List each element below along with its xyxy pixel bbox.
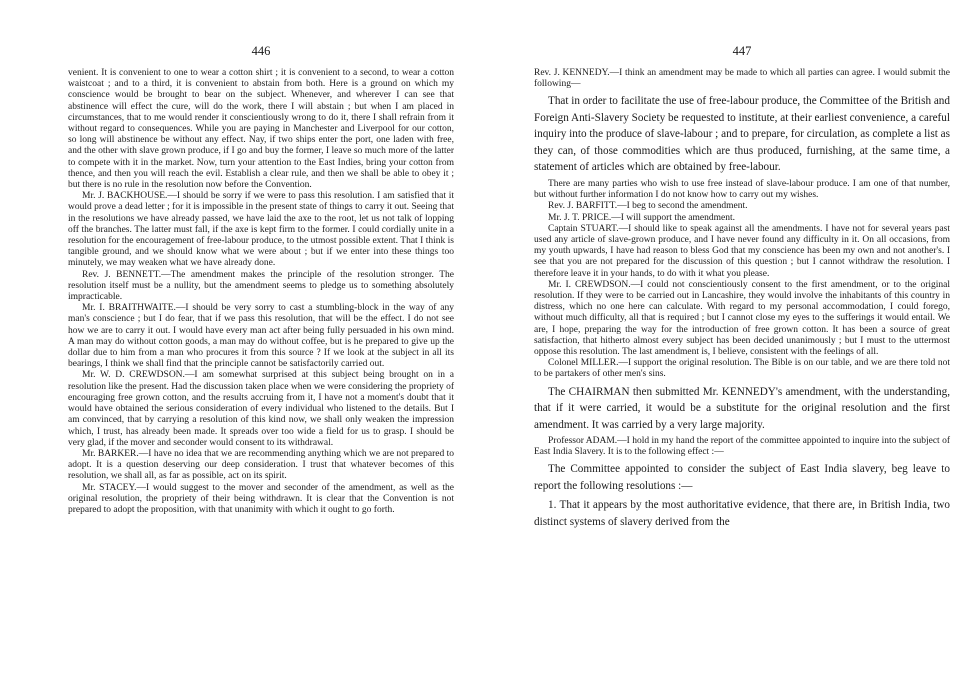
paragraph: Mr. BARKER.—I have no idea that we are recommending anything which we are not prepared to adopt. It is a question deserving our deep consideration. I trust that whatever becomes of this resolution, we shall all, as far as possible, act on its spirit. [68,448,454,482]
left-page-text [68,68,454,516]
quoted-amendment: That in order to facilitate the use of free-labour produce, the Committee of the British and Foreign Anti-Slavery Society be requested to institute, at their earliest convenience, a careful inquiry into the produce of slave-labour ; and to prepare, for circulation, as complete a list as they can, of those commodities which are thus produced, furnishing, at the same time, a statement of articles which are obtained by free-labour. [534,95,950,174]
right-page [490,0,980,692]
paragraph: Rev. J. KENNEDY.—I think an amendment may be made to which all parties can agree. I would submit the following— [534,68,950,90]
paragraph: Mr. J. T. PRICE.—I will support the amendment. [548,212,735,223]
paragraph: Mr. J. BACKHOUSE.—I should be sorry if we were to pass this resolution. I am satisfied that it would prove a dead letter ; for it is impossible in the present state of things to carry it out. Seeing that in the resolutions we have already passed, we have laid the axe to the root, let us not talk of lopping off the branches. The latter must fall, if the axe is kept firm to the former. I could cordially unite in a resolution for the encouragement of free-labour produce, to the utmost possible extent. That I think is tangible ground, and we should know what we were about ; but if we enter into these things too minutely, we may weaken what we have already done. [68,191,454,269]
committee-report: The Committee appointed to consider the subject of East India slavery, beg leave to report the following resolutions :— [534,463,950,492]
paragraph: Colonel MILLER.—I support the original resolution. The Bible is on our table, and we are there told not to be partakers of other men's sins. [534,358,950,380]
paragraph: Mr. I. CREWDSON.—I could not conscientiously consent to the first amendment, or to the original resolution. If they were to be carried out in Lancashire, they would involve the inhabitants of this country in distress, which no one here can calculate. With regard to my personal accommodation, I could forego, without much difficulty, all that is required ; but I cannot close my eyes to the sufferings it would entail. We are, I hope, preparing the way for the introduction of free grown cotton. It has been a source of great satisfaction, that hitherto almost every subject has been decided unanimously ; but I must to the uttermost oppose this resolution. The last amendment is, I believe, consistent with the feelings of all. [534,279,950,357]
page-number-right: 447 [732,44,752,58]
paragraph: Professor ADAM.—I hold in my hand the report of the committee appointed to inquire into the subject of East India Slavery. It is to the following effect :— [534,436,950,458]
paragraph: There are many parties who wish to use free instead of slave-labour produce. I am one of that number, but without further information I do not know how to carry out my wishes. [534,178,950,201]
resolution-1: 1. That it appears by the most authoritative evidence, that there are, in British India, two distinct systems of slavery derived from the [534,499,950,528]
paragraph: Rev. J. BARFITT.—I beg to second the amendment. [548,201,748,212]
paragraph: Rev. J. BENNETT.—The amendment makes the principle of the resolution stronger. The resolution itself must be a nullity, but the amendment seems to pledge us to something absolutely impracticable. [68,269,454,303]
paragraph: Mr. W. D. CREWDSON.—I am somewhat surprised at this subject being brought on in a resolution like the present. Had the discussion taken place when we were considering the propriety of encouraging free grown cotton, and the results accruing from it, I have not a moment's doubt that it would have obtained the serious consideration of every individual who listened to the details. But I am convinced, that by carrying a resolution of this kind now, we shall only weaken the impression which, I trust, has already been made. It spreads over too wide a field for us to grasp. I should be very glad, if the mover and seconder would consent to its withdrawal. [68,370,454,448]
paragraph: Captain STUART.—I should like to speak against all the amendments. I have not for several years past used any article of slave-grown produce, and I have never found any difficulty in it. On all occasions, from my youth upwards, I have had reason to bless God that my conscience has been my own and not another's. I see that you are not prepared for the discussion of this question ; but I cannot withdraw the resolution. I therefore leave it in your hands, to do with it what you please. [534,223,950,279]
paragraph: venient. It is convenient to one to wear a cotton shirt ; it is convenient to a second, to wear a cotton waistcoat ; and to a third, it is convenient to abstain from both. Here is a ground on which my conscience would be brought to bear on the subject. Whenever, and wherever I can see that abstinence will effect the cure, will do the work, there I will abstain ; but when I am placed in circumstances, that to me would render it conscientiously wrong to do it, there I shall refrain from it without regard to consequences. While you are paying in Manchester and Liverpool for our cotton, so long will abstinence be without any effect. Nay, if two ships enter the port, one laden with free, and the other with slave grown produce, if I go and buy the former, I leave so much more of the latter to compete with it in the market. Now, turn your attention to the East Indies, bring your cotton from thence, and then you will reach the evil. Establish a clear rule, and then we shall be able to obey it ; but there is no rule in the resolution now before the Convention. [68,68,454,191]
paragraph: Mr. I. BRAITHWAITE.—I should be very sorry to cast a stumbling-block in the way of any man's conscience ; but I do fear, that if we pass this resolution, that will be the effect. I do not see how we are to carry it out. I would have every man act after being fully persuaded in his own mind. A man may do without cotton goods, a man may do without coffee, but is he prepared to give up the dollar due to him from a man who procures it from this source ? If we look at the subject in all its bearings, I think we shall find that the principle cannot be satisfactorily carried out. [68,303,454,370]
chairman-statement: The CHAIRMAN then submitted Mr. KENNEDY's amendment, with the understanding, that if it were carried, it would be a substitute for the original resolution and the first amendment. It was carried by a very large majority. [534,385,950,431]
paragraph: Mr. STACEY.—I would suggest to the mover and seconder of the amendment, as well as the original resolution, the propriety of their being withdrawn. It is clear that the Convention is not prepared to adopt the proposition, with that unanimity with which it ought to go forth. [68,482,454,515]
page-number-left: 446 [251,44,271,58]
right-page-text [534,68,950,530]
